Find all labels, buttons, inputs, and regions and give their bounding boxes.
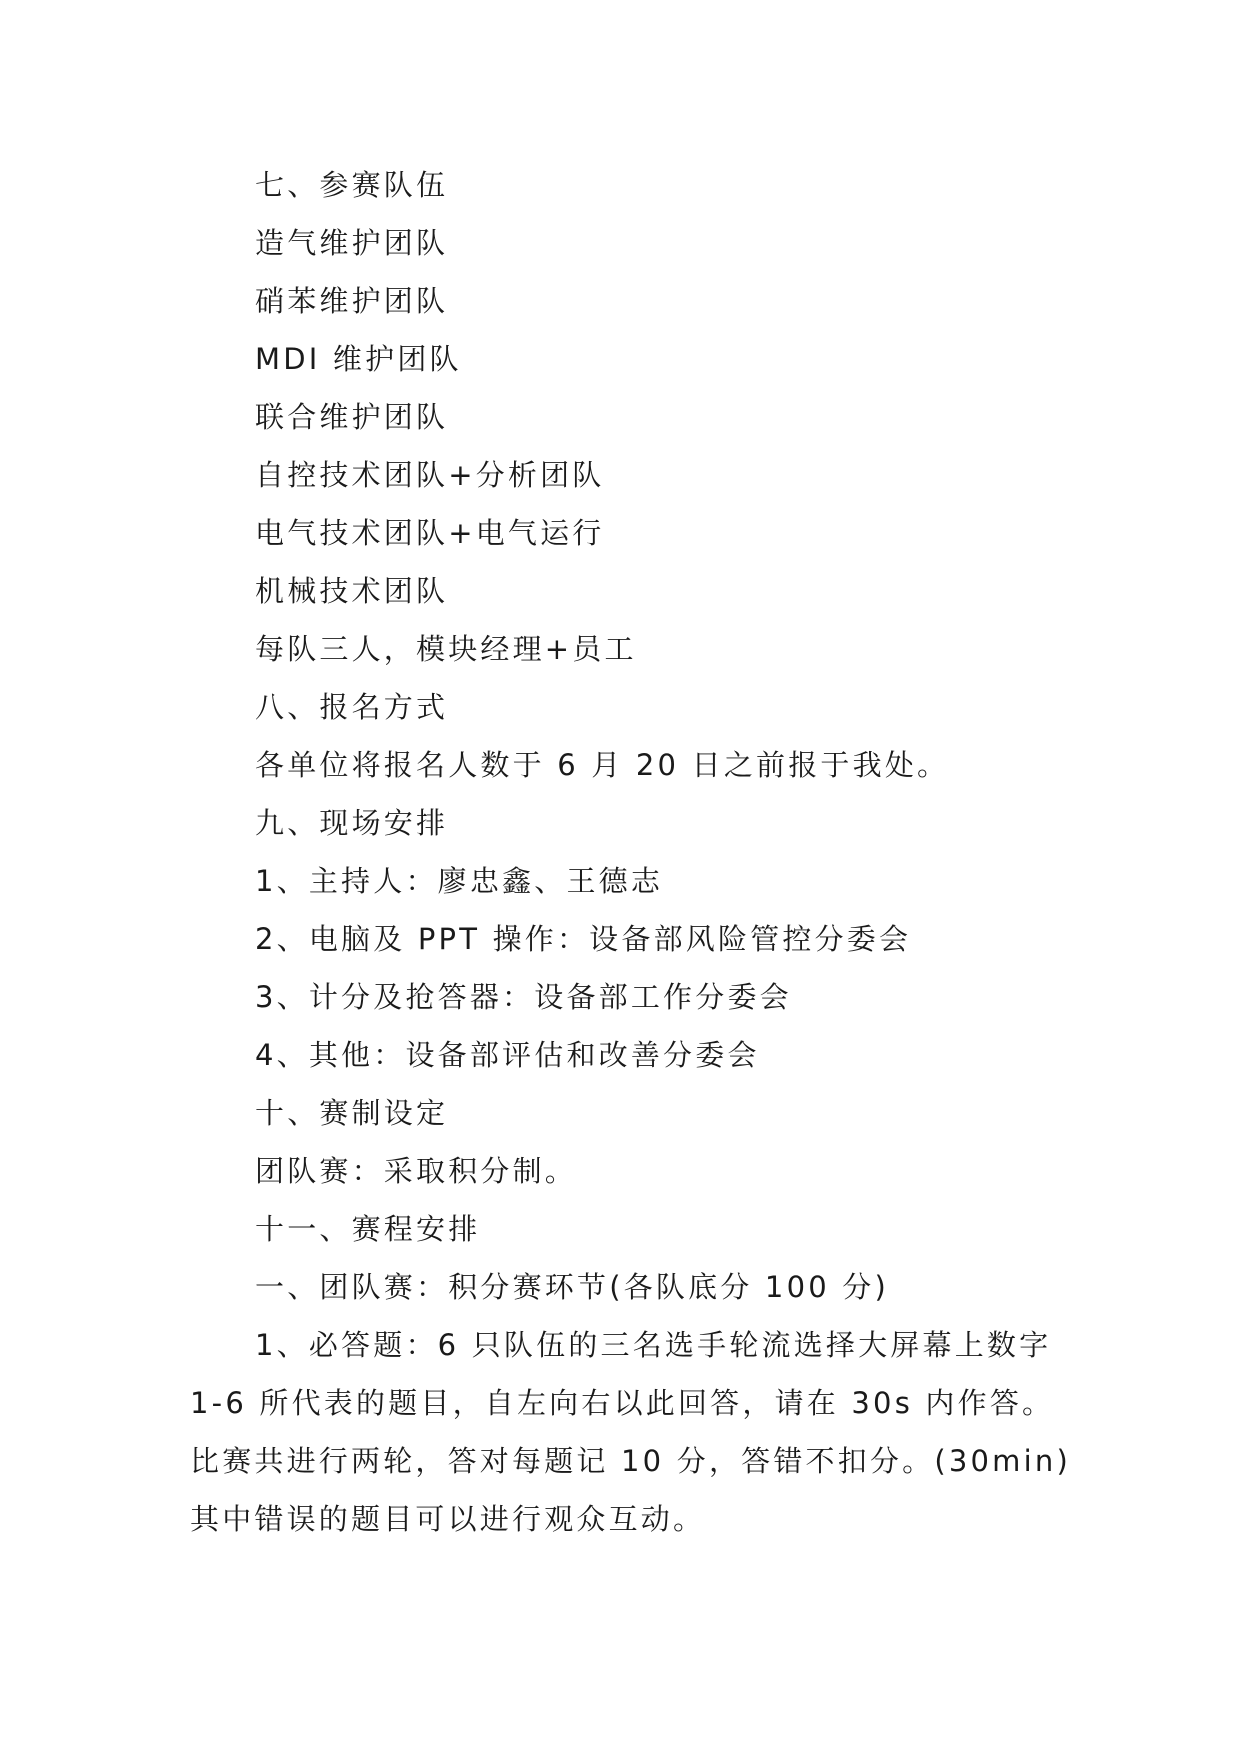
- team-list-item: 联合维护团队: [255, 400, 449, 434]
- onsite-item-other: 4、其他：设备部评估和改善分委会: [255, 1038, 760, 1072]
- onsite-item-host: 1、主持人：廖忠鑫、王德志: [255, 864, 664, 898]
- section-heading-onsite: 九、现场安排: [255, 806, 449, 840]
- format-paragraph: 团队赛：采取积分制。: [255, 1154, 578, 1188]
- team-composition-note: 每队三人，模块经理+员工: [255, 632, 637, 666]
- section-heading-registration: 八、报名方式: [255, 690, 449, 724]
- schedule-paragraph-line: 比赛共进行两轮，答对每题记 10 分，答错不扣分。(30min): [190, 1444, 1071, 1478]
- schedule-subheading: 一、团队赛：积分赛环节(各队底分 100 分): [255, 1270, 890, 1304]
- team-list-item: 自控技术团队+分析团队: [255, 458, 605, 492]
- onsite-item-scoring: 3、计分及抢答器：设备部工作分委会: [255, 980, 792, 1014]
- team-list-item: 硝苯维护团队: [255, 284, 449, 318]
- registration-paragraph: 各单位将报名人数于 6 月 20 日之前报于我处。: [255, 748, 950, 782]
- team-list-item: 电气技术团队+电气运行: [255, 516, 605, 550]
- schedule-paragraph-line: 1、必答题：6 只队伍的三名选手轮流选择大屏幕上数字: [255, 1328, 1052, 1362]
- onsite-item-ppt: 2、电脑及 PPT 操作：设备部风险管控分委会: [255, 922, 912, 956]
- team-list-item: MDI 维护团队: [255, 342, 462, 376]
- schedule-paragraph-line: 其中错误的题目可以进行观众互动。: [190, 1502, 706, 1536]
- section-heading-teams: 七、参赛队伍: [255, 168, 449, 202]
- section-heading-schedule: 十一、赛程安排: [255, 1212, 481, 1246]
- section-heading-format: 十、赛制设定: [255, 1096, 449, 1130]
- team-list-item: 机械技术团队: [255, 574, 449, 608]
- schedule-paragraph-line: 1-6 所代表的题目，自左向右以此回答，请在 30s 内作答。: [190, 1386, 1055, 1420]
- team-list-item: 造气维护团队: [255, 226, 449, 260]
